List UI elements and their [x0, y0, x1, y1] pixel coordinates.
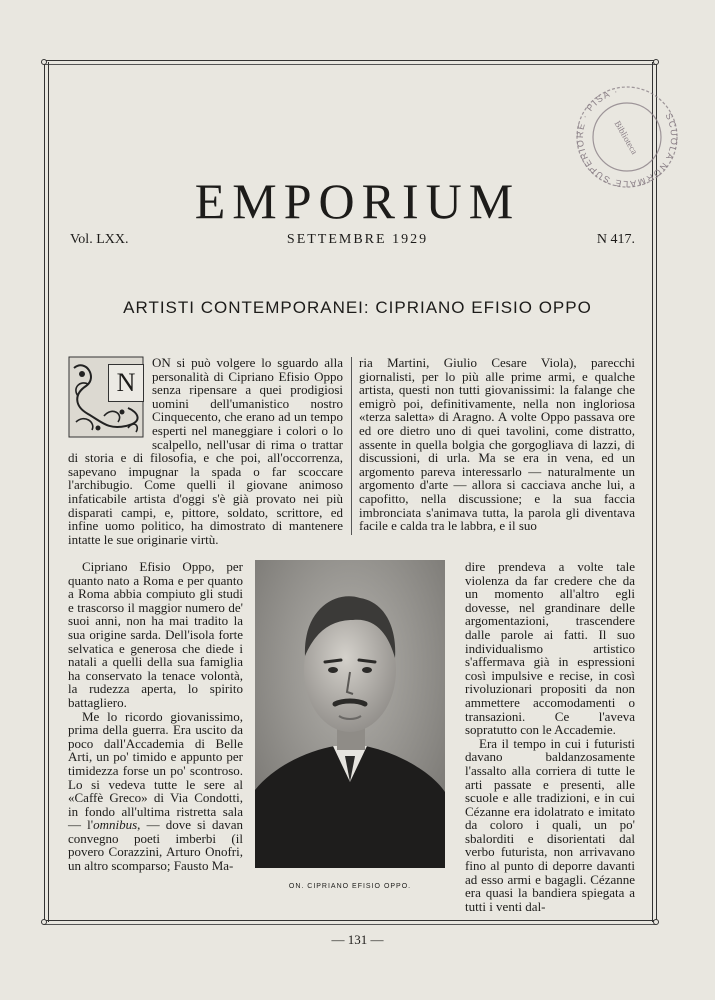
frame-corner-ornament	[41, 59, 47, 65]
ornamental-initial	[68, 356, 144, 438]
column-left-bottom	[68, 560, 243, 873]
frame-corner-ornament	[653, 919, 659, 925]
frame-top-line-inner	[44, 64, 656, 65]
column-left-top	[68, 356, 343, 546]
paragraph-text: Me lo ricordo giovanissimo, prima della guerra. Era uscito da poco dall'Accademia di Belle Arti, un po' timido e appunto per timidezza forse un po' scontroso. Lo si vedeva tutte le sere al «Caffè Greco» di Via Condotti, in fondo all'ultima ristretta sala — l'	[68, 708, 243, 833]
frame-corner-ornament	[653, 59, 659, 65]
portrait-illustration	[255, 560, 445, 868]
issue-date: SETTEMBRE 1929	[286, 232, 429, 247]
frame-bottom-line	[44, 920, 656, 921]
portrait-photo	[255, 560, 445, 868]
paragraph: Cipriano Efisio Oppo, per quanto nato a Roma e per quanto a Roma abbia compiuto gli studi e trascorso il maggior numero de' suoi anni, non ha mai tradito la sua origine sarda. Dell'isola forte selvatica e generosa che diede i natali a quelli della sua famiglia ha conservato la tenace volontà, la rudezza aperta, lo spirito battagliero.	[68, 559, 243, 710]
frame-corner-ornament	[41, 919, 47, 925]
emphasis-text: omnibus	[93, 817, 138, 833]
article-title: ARTISTI CONTEMPORANEI: CIPRIANO EFISIO OPPO	[123, 298, 592, 317]
stamp-outer-text: SCUOLA NORMALE SUPERIORE · PISA ·	[574, 85, 680, 190]
masthead: EMPORIUM	[194, 173, 521, 229]
issue-number: N 417.	[596, 232, 635, 247]
paragraph	[68, 710, 243, 873]
page-number: — 131 —	[331, 932, 384, 947]
column-divider	[351, 357, 352, 535]
paragraph-text: , — dove si davan convegno poeti imberbi (il povero Corazzini, Arturo Onofri, un altro scomparso; Fausto Ma-	[68, 817, 243, 874]
frame-bottom-line-inner	[44, 924, 656, 925]
frame-top-line	[44, 60, 656, 61]
paragraph: ria Martini, Giulio Cesare Viola), parecchi giornalisti, per lo più alle prime armi, e qualche artista, questi non tutti giovanissimi: la falange che emigrò poi, definitivamente, nella non ingloriosa «terza saletta» di Aragno. A volte Oppo passava ore ed ore dietro uno di quei tavolini, come distratto, assente in quella bolgia che gorgogliava di lazzi, di discussioni, di urla. Ma se era in vena, ed un argomento pareva interessarlo — naturalmente un argomento d'arte — allora si cacciava anche lui, a capofitto, nella discussione; e la sua faccia imbronciata s'animava tutta, la parola gli diventava facile e calda tra le labbra, e il suo	[359, 355, 635, 534]
volume-number: Vol. LXX.	[70, 232, 129, 247]
paragraph: dire prendeva a volte tale violenza da far credere che da un momento all'altro egli dovesse, nel grandinare delle argomentazioni, trascendere dalle parole ai fatti. Il suo individualismo artistico s'affermava già in espressioni così impulsive e recise, in così rivoluzionari propositi da non ammettere accomodamenti o transazioni. Ce l'aveva sopratutto con le Accademie.	[465, 559, 635, 738]
paragraph: Era il tempo in cui i futuristi davano baldanzosamente l'assalto alla corriera di tutte le arti passate e presenti, alle scuole e alle tradizioni, e in cui Cézanne era idolatrato e imitato da coloro i quali, un po' sbalorditi e disorientati dal verbo futurista, non arrivavano fino al punto di deporre davanti ad esso armi e bagagli. Cézanne era quasi la bandiera spiegata a tutti i venti dal-	[465, 735, 635, 914]
paragraph: ON si può volgere lo sguardo alla personalità di Cipriano Efisio Oppo senza ripensare a quei prodigiosi uomini dell'umanistico nostro Cinquecento, che erano ad un tempo esperti nel maneggiare i colori o lo scalpello, nell'usar di rima o trattar di storia e di filosofia, e che poi, all'occorrenza, sapevano impugnar la spada o far scoccare l'archibugio. Come quelli il giovane animoso infaticabile artista d'oggi s'è già provato nei più disparati campi, e, pittore, soldato, scrittore, ed infine uomo politico, ha dimostrato di mantenere intatte le sue originarie virtù.	[68, 355, 343, 547]
photo-caption: ON. CIPRIANO EFISIO OPPO.	[288, 883, 412, 890]
column-right-top	[359, 356, 635, 533]
column-right-bottom	[465, 560, 635, 913]
stamp-inner-text: Biblioteca	[612, 118, 640, 157]
dropcap-letter: N	[108, 364, 144, 402]
